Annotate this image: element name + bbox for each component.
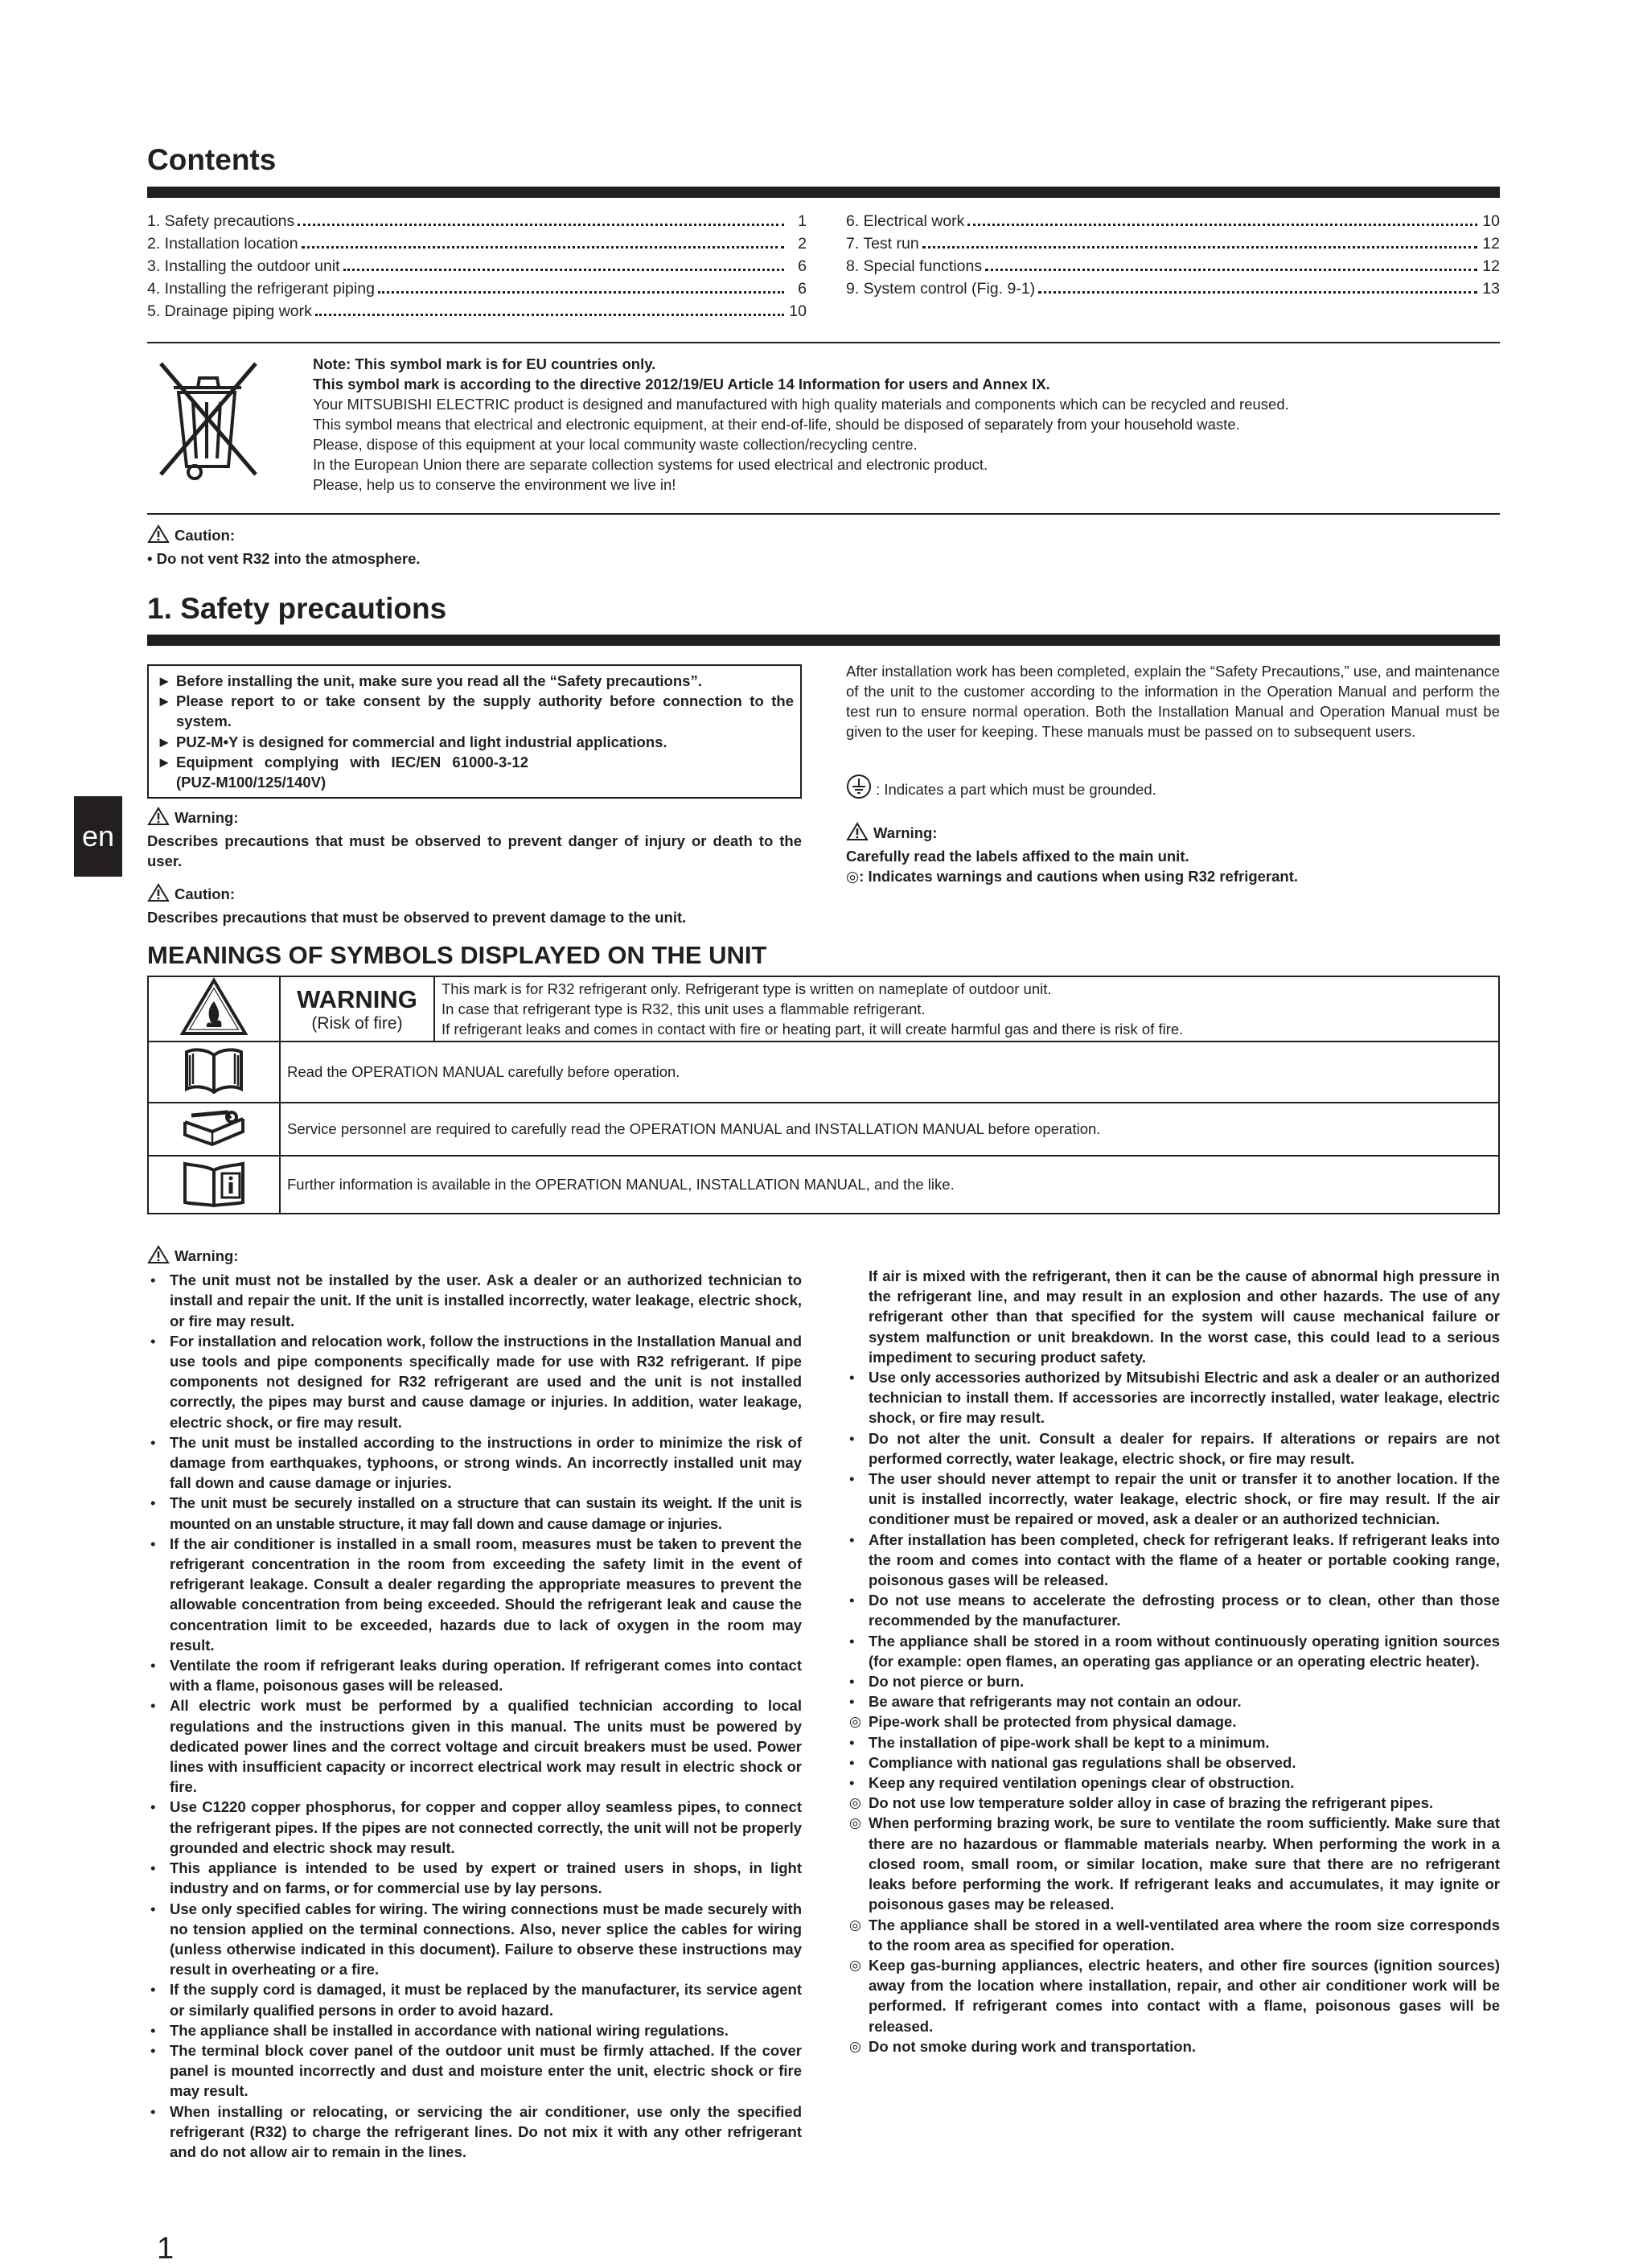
contents-bar [147,187,1500,198]
r32-circle-icon: ◎ [849,1917,861,1933]
list-item: • When installing or relocating, or servicing the air conditioner, use only the specified refrigerant (R32) to charge the refrigerant lines. Do not mix it with any other refrigerant and do not allow air to remain in the lines. [150,2102,802,2160]
bullet: • [150,2102,156,2120]
toc-item[interactable]: 7. Test run 12 [846,235,1500,253]
r32-circle-icon: ◎ [849,1714,861,1730]
list-item: • The appliance shall be stored in a room without continuously operating ignition sources (for example: open flames, an operating gas appliance or an operating electric heater). [849,1632,1500,1670]
toc-left [147,210,807,323]
warning-triangle-icon [147,883,170,907]
bullet: • [849,1470,855,1488]
divider [147,513,1500,515]
list-item: ◎ Do not smoke during work and transportation. [846,2036,1500,2056]
list-item: • Use only specified cables for wiring. The wiring connections must be made securely with no tension applied on the terminal connections. Also, never splice the cables for wiring (unless otherwise indicated in this document). Failure to observe these instructions may result in overheating or a fire. [150,1900,802,1978]
bullet: • [150,1900,156,1917]
warning-triangle-icon [846,822,869,846]
language-tab[interactable]: en [74,796,122,877]
bullet: • [150,1332,156,1350]
r32-circle-icon: ◎ [849,1795,861,1811]
warning-list-right [846,1266,1500,2056]
toc-item[interactable]: 5. Drainage piping work 10 [147,302,807,320]
bullet: • [150,1697,156,1715]
crossed-out-wheelie-bin-icon [153,354,265,487]
bullet: • [849,1592,855,1609]
list-item: • Ventilate the room if refrigerant leaks during operation. If refrigerant comes into contact with a flame, poisonous gases will be released. [150,1657,802,1695]
weee-note: Note: This symbol mark is for EU countries only. This symbol mark is according to the directive 2012/19/EU Article 14 Information for users and Annex IX. Your MITSUBISHI ELECTRIC product is designed and manufactured with high quality materials and components which can be recycled and reused. This symbol means that electrical and electronic equipment, at their end-of-life, should be disposed of separately from your household waste. Please, dispose of this equipment at your local community waste collection/recycling centre. In the European Union there are separate collection systems for used electrical and electronic product. Please, help us to conserve the environment we live in! [313,355,1289,493]
ground-note: : Indicates a part which must be grounded. [846,774,1500,804]
list-item: ◎ Pipe-work shall be protected from physical damage. [846,1711,1500,1732]
bullet: • [849,1530,855,1548]
list-item: ◎ When performing brazing work, be sure to ventilate the room sufficiently. Make sure that there are no hazardous or flammable materials nearby. When performing the work in a closed room, small room, or similar location, make sure that there are no refrigerant leaks before performing the work. If refrigerant leaks and accumulates, it may ignite or poisonous gases may be released. [849,1814,1500,1913]
r32-circle-icon: ◎ [849,2038,861,2054]
list-item: • Do not alter the unit. Consult a dealer for repairs. If alterations or repairs are not performed correctly, water leakage, electric shock, or fire may result. [849,1429,1500,1467]
list-item: • For installation and relocation work, follow the instructions in the Installation Manual and use tools and pipe components specifically made for use with R32 refrigerant. If pipe components not designed for R32 refrigerant are used and the unit is not installed correctly, the pipes may burst and cause damage or injuries. In addition, water leakage, electric shock, or fire may result. [150,1332,802,1431]
top-caution: Caution: • Do not vent R32 into the atmosphere. [147,524,421,569]
manual-description: Read the OPERATION MANUAL carefully before operation. [280,1042,1499,1103]
bullet: • [150,1798,156,1816]
list-item: • Be aware that refrigerants may not contain an odour. [846,1691,1500,1711]
bullet: • [150,1981,156,1999]
bullet: • [849,1774,855,1792]
list-item: • Compliance with national gas regulations shall be observed. [846,1752,1500,1773]
bullet: • [849,1733,855,1751]
r32-circle-icon: ◎ [849,1815,861,1831]
right-warning: Warning: Carefully read the labels affixed to the main unit. ◎: Indicates warnings and cautions when using R32 refrigerant. [846,822,1500,887]
toc-right [846,210,1500,300]
list-item: • The unit must be securely installed on a structure that can sustain its weight. If the unit is mounted on an unstable structure, it may fall down and cause damage or injuries. [150,1494,802,1532]
bullet: • [150,2041,156,2059]
list-item: • If the supply cord is damaged, it must be replaced by the manufacturer, its service agent or similarly qualified persons in order to avoid hazard. [150,1981,802,2019]
r32-circle-icon: ◎ [846,868,860,885]
divider [147,342,1500,343]
bullet: • [150,1859,156,1877]
table-row [148,1156,1499,1214]
info-description: Further information is available in the OPERATION MANUAL, INSTALLATION MANUAL, and the like. [280,1156,1499,1214]
table-row [148,1042,1499,1103]
warning-list-left: Warning: • The unit must not be installed by the user. Ask a dealer or an authorized technician to install and repair the unit. If the unit is installed incorrectly, water leakage, electric shock, or fire may result. • For installation and relocation work, follow the instructions in the Installation Manual and use tools and pipe components specifically made for use with R32 refrigerant. If pipe components not designed for R32 refrigerant are used and the unit is not installed correctly, the pipes may burst and cause damage or injuries. In addition, water leakage, electric shock, or fire may result. • The unit must be installed according to the instructions in order to minimize the risk of damage from earthquakes, typhoons, or strong winds. An incorrectly installed unit may fall down and cause damage or injuries. • The unit must be securely installed on a structure that can sustain its weight. If the unit is mounted on an unstable structure, it may fall down and cause damage or injuries. • If the air conditioner is installed in a small room, measures must be taken to prevent the refrigerant concentration in the room from exceeding the safety limit in the event of refrigerant leakage. Consult a dealer regarding the appropriate measures to prevent the allowable concentration from being exceeded. Should the refrigerant leak and cause the concentration limit to be exceeded, hazards due to lack of oxygen in the room may result. • Ventilate the room if refrigerant leaks during operation. If refrigerant comes into contact with a flame, poisonous gases will be released. • All electric work must be performed by a qualified technician according to local regulations and the instructions given in this manual. The units must be powered by dedicated power lines and the correct voltage and circuit breakers must be used. Power lines with insufficient capacity or incorrect electrical work may result in electric shock or fire. • Use C1220 copper phosphorus, for copper and copper alloy seamless pipes, to connect the refrigerant pipes. If the pipes are not connected correctly, the unit will not be properly grounded and electric shock may result. • This appliance is intended to be used by expert or trained users in shops, in light industry and on farms, or for commercial use by lay persons. • Use only specified cables for wiring. The wiring connections must be made securely with no tension applied on the terminal connections. Also, never splice the cables for wiring (unless otherwise indicated in this document). Failure to observe these instructions may result in overheating or a fire. • If the supply cord is damaged, it must be replaced by the manufacturer, its service agent or similarly qualified persons in order to avoid hazard. • The appliance shall be installed in accordance with national wiring regulations. • The terminal block cover panel of the outdoor unit must be firmly attached. If the cover panel is mounted incorrectly and dust and moisture enter the unit, electric shock or fire may result. • When installing or relocating, or servicing the air conditioner, use only the specified refrigerant (R32) to charge the refrigerant lines. Do not mix it with any other refrigerant and do not allow air to remain in the lines. [147,1245,802,2162]
bullet: • [849,1673,855,1691]
bullet: • [150,1272,156,1289]
section-heading: 1. Safety precautions [147,592,447,625]
operation-manual-icon [148,1042,280,1103]
bullet: • [849,1693,855,1711]
list-item: • Do not use means to accelerate the defrosting process or to clean, other than those recommended by the manufacturer. [849,1592,1500,1629]
warning-triangle-icon [147,1245,170,1269]
service-manual-icon [148,1103,280,1156]
toc-item[interactable]: 9. System control (Fig. 9-1) 13 [846,280,1500,298]
flammable-warning-icon [148,976,280,1042]
list-item: • Keep any required ventilation openings clear of obstruction. [846,1773,1500,1793]
toc-item[interactable]: 1. Safety precautions 1 [147,212,807,230]
list-item: • The installation of pipe-work shall be kept to a minimum. [846,1732,1500,1752]
list-item: • All electric work must be performed by a qualified technician according to local regulations and the instructions given in this manual. The units must be powered by dedicated power lines and the correct voltage and circuit breakers must be used. Power lines with insufficient capacity or incorrect electrical work may result in electric shock or fire. [150,1697,802,1796]
bullet: • [150,1657,156,1674]
table-row [148,1103,1499,1156]
list-item: • This appliance is intended to be used by expert or trained users in shops, in light industry and on farms, or for commercial use by lay persons. [150,1859,802,1897]
bullet: • [150,2021,156,2039]
symbols-heading: MEANINGS OF SYMBOLS DISPLAYED ON THE UNIT [147,941,767,969]
list-item: ◎ The appliance shall be stored in a well-ventilated area where the room size corresponds to the room area as specified for operation. [849,1916,1500,1954]
r32-circle-icon: ◎ [849,1957,861,1973]
toc-item[interactable]: 6. Electrical work 10 [846,212,1500,230]
list-item: • The user should never attempt to repair the unit or transfer it to another location. If the unit is installed incorrectly, water leakage, electric shock, or fire may result. If the air conditioner must be repaired or moved, ask a dealer or an authorized technician. [849,1470,1500,1528]
caution-definition: Caution: Describes precautions that must be observed to prevent damage to the unit. [147,883,802,927]
ground-icon [846,774,872,804]
list-item: • Use C1220 copper phosphorus, for copper and copper alloy seamless pipes, to connect the refrigerant pipes. If the pipes are not connected correctly, the unit will not be properly grounded and electric shock may result. [150,1798,802,1856]
bullet: • [849,1753,855,1771]
list-item: • If the air conditioner is installed in a small room, measures must be taken to prevent the refrigerant concentration in the room from exceeding the safety limit in the event of refrigerant leakage. Consult a dealer regarding the appropriate measures to prevent the allowable concentration from being exceeded. Should the refrigerant leak and cause the concentration limit to be exceeded, hazards due to lack of oxygen in the room may result. [150,1535,802,1654]
section-bar [147,635,1500,646]
list-item: • Do not pierce or burn. [846,1671,1500,1691]
toc-item[interactable]: 3. Installing the outdoor unit 6 [147,257,807,275]
list-item: • Use only accessories authorized by Mitsubishi Electric and ask a dealer or an authorized technician to install them. If accessories are incorrectly installed, water leakage, electric shock, or fire may result. [849,1369,1500,1427]
bullet: • [849,1369,855,1387]
bullet: • [849,1632,855,1650]
fire-description: This mark is for R32 refrigerant only. Refrigerant type is written on nameplate of outdoor unit. In case that refrigerant type is R32, this unit uses a flammable refrigerant. If refrigerant leaks and comes in contact with fire or heating part, it will create harmful gas and there is risk of fire. [434,976,1499,1042]
list-item: • After installation has been completed, check for refrigerant leaks. If refrigerant leaks into the room and comes into contact with the flame of a heater or portable cooking range, poisonous gases will be released. [849,1530,1500,1589]
table-row [148,976,1499,1042]
toc-item[interactable]: 2. Installation location 2 [147,235,807,253]
list-item: ◎ Do not use low temperature solder alloy in case of brazing the refrigerant pipes. [846,1793,1500,1813]
bullet: • [150,1433,156,1451]
contents-heading: Contents [147,143,277,176]
information-manual-icon [148,1156,280,1214]
list-item: If air is mixed with the refrigerant, then it can be the cause of abnormal high pressure in the refrigerant line, and may result in an explosion and other hazards. The use of any refrigerant other than that specified for the system will cause mechanical failure or system malfunction or unit breakdown. In the worst case, this could lead to a serious impediment to securing product safety. [869,1268,1500,1366]
symbols-table [147,976,1500,1214]
warning-label-cell: WARNING (Risk of fire) [280,976,434,1042]
toc-item[interactable]: 4. Installing the refrigerant piping 6 [147,280,807,298]
bullet: • [849,1429,855,1447]
warning-triangle-icon [147,807,170,831]
service-description: Service personnel are required to carefully read the OPERATION MANUAL and INSTALLATION MANUAL before operation. [280,1103,1499,1156]
page-number: 1 [157,2232,175,2266]
bullet: • [150,1535,156,1552]
after-install-text: After installation work has been completed, explain the “Safety Precautions,” use, and maintenance of the unit to the customer according to the information in the Operation Manual and perform the test run to ensure normal operation. Both the Installation Manual and Operation Manual must be given to the user for keeping. These manuals must be passed on to subsequent users. [846,663,1500,740]
list-item: • The unit must be installed according to the instructions in order to minimize the risk of damage from earthquakes, typhoons, or strong winds. An incorrectly installed unit may fall down and cause damage or injuries. [150,1433,802,1492]
list-item: • The unit must not be installed by the user. Ask a dealer or an authorized technician to install and repair the unit. If the unit is installed incorrectly, water leakage, electric shock, or fire may result. [150,1272,802,1329]
precaution-box: ► Before installing the unit, make sure you read all the “Safety precautions”. ► Please report to or take consent by the supply authority before connection to the system. ► PUZ-M•Y is designed for commercial and light industrial applications. ► Equipment complying with IEC/EN 61000-3-12 (PUZ-M100/125/140V) [147,664,802,799]
toc-item[interactable]: 8. Special functions 12 [846,257,1500,275]
warning-definition: Warning: Describes precautions that must be observed to prevent danger of injury or death to the user. [147,807,802,872]
list-item: • The appliance shall be installed in accordance with national wiring regulations. [147,2020,802,2040]
bullet: • [150,1494,156,1512]
list-item: • The terminal block cover panel of the outdoor unit must be firmly attached. If the cover panel is mounted incorrectly and dust and moisture enter the unit, electric shock or fire may result. [150,2041,802,2100]
list-item: ◎ Keep gas-burning appliances, electric heaters, and other fire sources (ignition sources) away from the location where installation, repair, and other air conditioner work will be performed. If refrigerant comes into contact with a flame, poisonous gases will be released. [849,1956,1500,2035]
warning-triangle-icon [147,524,170,549]
